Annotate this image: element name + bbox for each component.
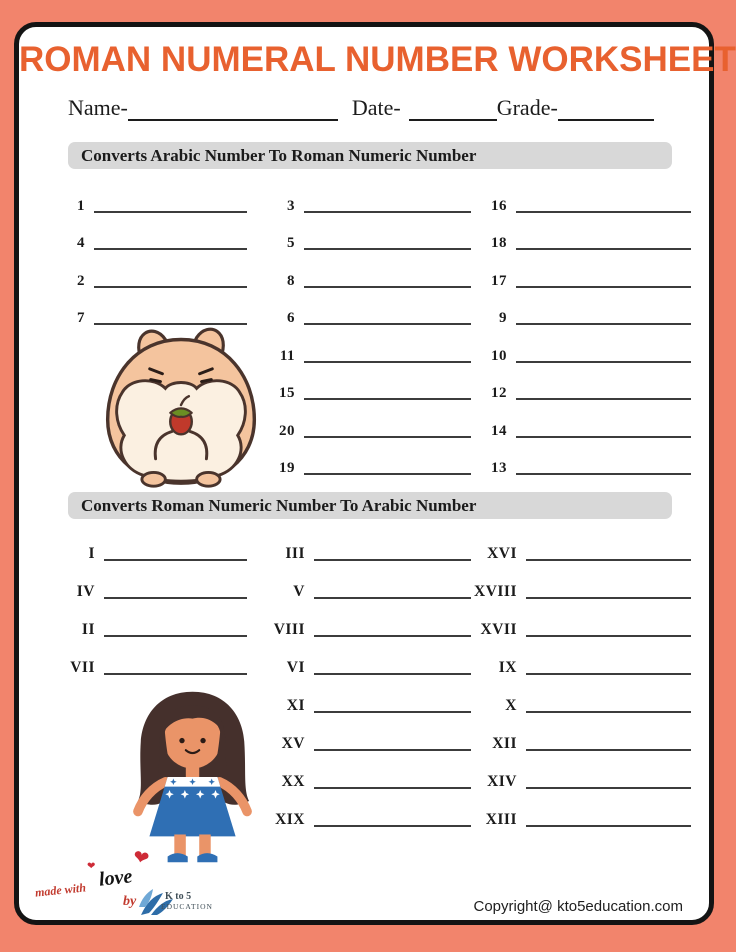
answer-row xyxy=(259,254,471,292)
answer-row xyxy=(471,717,695,755)
answer-blank xyxy=(526,825,691,827)
answer-row xyxy=(49,217,259,255)
item-label: I xyxy=(88,545,95,562)
answer-row xyxy=(471,527,695,565)
answer-blank xyxy=(304,436,471,438)
section1-heading: Converts Arabic Number To Roman Numeric Number xyxy=(68,142,672,169)
item-label: 4 xyxy=(77,235,85,251)
item-label: II xyxy=(81,621,95,638)
answer-blank xyxy=(314,749,471,751)
answer-row xyxy=(49,527,259,565)
answer-row xyxy=(49,179,259,217)
item-label: IV xyxy=(76,583,95,600)
answer-blank xyxy=(526,787,691,789)
brand-logo xyxy=(35,847,220,919)
answer-blank xyxy=(314,597,471,599)
answer-row xyxy=(259,793,471,831)
section2-heading: Converts Roman Numeric Number To Arabic Number xyxy=(68,492,672,519)
item-label: XX xyxy=(281,773,305,790)
answer-blank xyxy=(516,361,691,363)
answer-row xyxy=(259,442,471,480)
date-blank xyxy=(409,95,497,121)
item-label: XIII xyxy=(485,811,517,828)
item-label: XVII xyxy=(480,621,517,638)
answer-row xyxy=(471,442,695,480)
item-label: 10 xyxy=(491,347,507,364)
name-label: Name- xyxy=(68,95,128,120)
item-label: XV xyxy=(281,735,305,752)
answer-blank xyxy=(526,711,691,713)
heart-icon: ❤ xyxy=(130,846,151,871)
answer-blank xyxy=(304,248,471,250)
answer-row xyxy=(259,755,471,793)
answer-blank xyxy=(516,248,691,250)
answer-blank xyxy=(526,673,691,675)
item-label: XVIII xyxy=(474,583,517,600)
heart-icon: ❤ xyxy=(87,861,96,872)
answer-blank xyxy=(304,398,471,400)
brand-name-line2: EDUCATION xyxy=(161,902,213,911)
item-label: 6 xyxy=(287,310,295,326)
item-label: III xyxy=(285,545,305,562)
answer-row xyxy=(471,254,695,292)
brand-name-line1: K to 5 xyxy=(165,891,192,902)
answer-blank xyxy=(304,473,471,475)
worksheet-page xyxy=(14,22,736,925)
page-title: ROMAN NUMERAL NUMBER WORKSHEET xyxy=(19,40,736,79)
item-label: 18 xyxy=(491,235,507,251)
answer-row xyxy=(471,793,695,831)
answer-row xyxy=(259,329,471,367)
item-label: 5 xyxy=(287,235,295,251)
answer-blank xyxy=(516,436,691,438)
answer-row xyxy=(259,404,471,442)
answer-blank xyxy=(314,559,471,561)
answer-blank xyxy=(104,597,247,599)
grade-blank xyxy=(558,95,654,121)
answer-row xyxy=(471,755,695,793)
love-text: love xyxy=(97,865,134,891)
answer-row xyxy=(471,404,695,442)
hamster-illustration xyxy=(93,320,269,490)
item-label: 17 xyxy=(491,272,507,289)
answer-blank xyxy=(94,211,247,213)
answer-blank xyxy=(526,597,691,599)
by-text: by xyxy=(123,894,137,909)
answer-blank xyxy=(526,635,691,637)
answer-row xyxy=(259,367,471,405)
item-label: 20 xyxy=(279,422,295,439)
answer-row xyxy=(259,292,471,330)
answer-blank xyxy=(314,635,471,637)
item-label: XII xyxy=(492,735,517,752)
answer-blank xyxy=(304,361,471,363)
answer-row xyxy=(471,179,695,217)
answer-blank xyxy=(314,711,471,713)
item-label: VI xyxy=(286,659,305,676)
answer-row xyxy=(471,641,695,679)
answer-blank xyxy=(516,473,691,475)
student-info-row xyxy=(68,95,683,121)
grade-label: Grade- xyxy=(496,95,558,120)
section2-column-2 xyxy=(259,527,471,831)
item-label: VII xyxy=(70,659,95,676)
answer-blank xyxy=(94,286,247,288)
item-label: XIV xyxy=(487,773,517,790)
answer-blank xyxy=(104,673,247,675)
item-label: 8 xyxy=(287,272,295,289)
item-label: 11 xyxy=(279,347,295,364)
answer-blank xyxy=(526,749,691,751)
answer-blank xyxy=(314,825,471,827)
item-label: 19 xyxy=(279,460,295,476)
answer-row xyxy=(471,329,695,367)
answer-row xyxy=(259,603,471,641)
made-with-text: made with xyxy=(34,880,87,900)
section1-column-2 xyxy=(259,179,471,479)
item-label: 15 xyxy=(279,385,295,401)
answer-blank xyxy=(516,398,691,400)
item-label: VIII xyxy=(273,621,305,638)
item-label: 2 xyxy=(77,272,85,289)
name-blank xyxy=(128,95,338,121)
answer-row xyxy=(259,641,471,679)
answer-blank xyxy=(304,323,471,325)
item-label: 12 xyxy=(491,385,507,401)
answer-blank xyxy=(516,323,691,325)
answer-row xyxy=(49,641,259,679)
girl-illustration xyxy=(103,686,283,868)
answer-row xyxy=(471,367,695,405)
item-label: 14 xyxy=(491,422,507,439)
item-label: 1 xyxy=(77,197,85,214)
item-label: XI xyxy=(286,697,305,714)
answer-row xyxy=(259,527,471,565)
item-label: 3 xyxy=(287,197,295,214)
answer-blank xyxy=(314,787,471,789)
answer-blank xyxy=(104,635,247,637)
answer-row xyxy=(471,565,695,603)
answer-row xyxy=(259,717,471,755)
answer-row xyxy=(49,254,259,292)
item-label: 9 xyxy=(499,310,507,326)
answer-blank xyxy=(304,286,471,288)
answer-blank xyxy=(94,248,247,250)
answer-blank xyxy=(104,559,247,561)
answer-row xyxy=(259,217,471,255)
answer-blank xyxy=(304,211,471,213)
answer-row xyxy=(259,679,471,717)
item-label: XIX xyxy=(275,811,305,828)
section1-column-3 xyxy=(471,179,695,479)
answer-row xyxy=(471,292,695,330)
answer-row xyxy=(49,603,259,641)
item-label: IX xyxy=(498,659,517,676)
item-label: 16 xyxy=(491,197,507,214)
answer-row xyxy=(259,179,471,217)
item-label: XVI xyxy=(487,545,517,562)
item-label: 7 xyxy=(77,310,85,326)
copyright-text: Copyright@ kto5education.com xyxy=(473,898,683,915)
answer-row xyxy=(471,679,695,717)
answer-blank xyxy=(526,559,691,561)
item-label: X xyxy=(505,697,517,714)
answer-blank xyxy=(314,673,471,675)
answer-row xyxy=(471,217,695,255)
answer-row xyxy=(471,603,695,641)
item-label: 13 xyxy=(491,460,507,476)
answer-row xyxy=(49,565,259,603)
section2-column-3 xyxy=(471,527,695,831)
answer-blank xyxy=(516,286,691,288)
answer-row xyxy=(259,565,471,603)
answer-blank xyxy=(516,211,691,213)
date-label: Date- xyxy=(351,95,401,120)
item-label: V xyxy=(293,583,305,600)
